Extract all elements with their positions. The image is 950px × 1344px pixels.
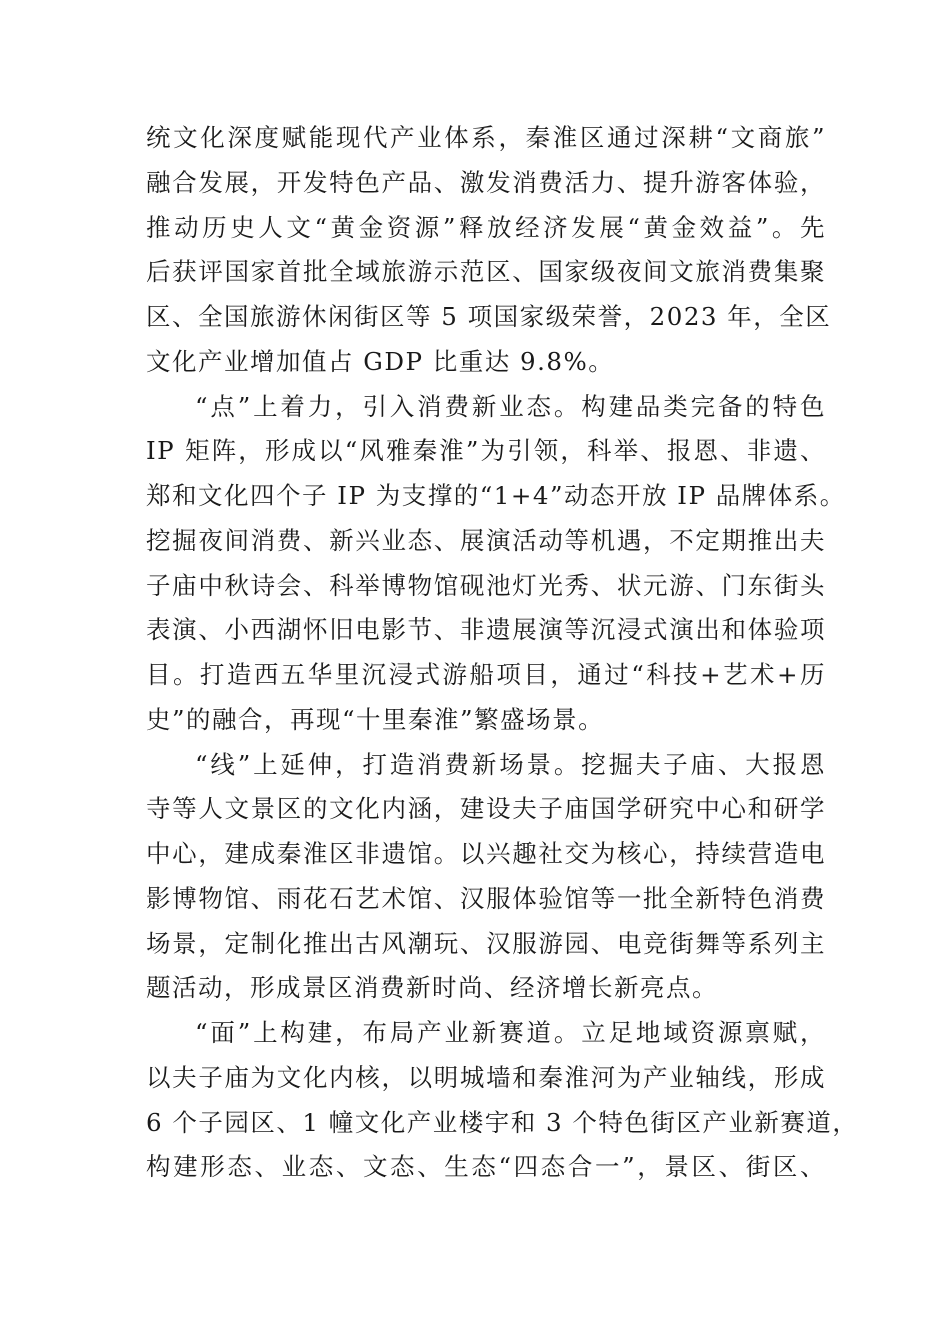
text-line: 题活动，形成景区消费新时尚、经济增长新亮点。 (146, 973, 718, 1003)
text-line: IP 矩阵，形成以“风雅秦淮”为引领，科举、报恩、非遗、 (146, 436, 826, 466)
text-line: 融合发展，开发特色产品、激发消费活力、提升游客体验， (146, 167, 826, 197)
text-line: 表演、小西湖怀旧电影节、非遗展演等沉浸式演出和体验项 (146, 615, 826, 645)
text-line: 文化产业增加值占 GDP 比重达 9.8%。 (146, 346, 615, 376)
text-line: 挖掘夜间消费、新兴业态、展演活动等机遇，不定期推出夫 (146, 525, 826, 555)
text-line: 统文化深度赋能现代产业体系，秦淮区通过深耕“文商旅” (146, 123, 826, 152)
text-line: 区、全国旅游休闲街区等 5 项国家级荣誉，2023 年，全区 (146, 302, 832, 331)
text-line: 后获评国家首批全域旅游示范区、国家级夜间文旅消费集聚 (146, 257, 826, 287)
text-line: 寺等人文景区的文化内涵，建设夫子庙国学研究中心和研学 (146, 794, 826, 824)
paragraph-heritage-empowerment (146, 116, 832, 385)
paragraph-surface-new-tracks (146, 1011, 859, 1190)
document-body (146, 116, 859, 1190)
text-line: 郑和文化四个子 IP 为支撑的“1+4”动态开放 IP 品牌体系。 (146, 481, 846, 510)
text-line: 构建形态、业态、文态、生态“四态合一”，景区、街区、 (146, 1152, 826, 1182)
text-line: “面”上构建，布局产业新赛道。立足地域资源禀赋， (195, 1018, 826, 1047)
text-line: 目。打造西五华里沉浸式游船项目，通过“科技+艺术+历 (146, 660, 826, 689)
text-line: 场景，定制化推出古风潮玩、汉服游园、电竞街舞等系列主 (146, 928, 826, 958)
text-line: “点”上着力，引入消费新业态。构建品类完备的特色 (195, 391, 826, 421)
text-line: “线”上延伸，打造消费新场景。挖掘夫子庙、大报恩 (195, 749, 826, 779)
text-line: 中心，建成秦淮区非遗馆。以兴趣社交为核心，持续营造电 (146, 839, 826, 868)
text-line: 子庙中秋诗会、科举博物馆砚池灯光秀、状元游、门东街头 (146, 570, 826, 600)
text-line: 史”的融合，再现“十里秦淮”繁盛场景。 (146, 704, 605, 734)
text-line: 推动历史人文“黄金资源”释放经济发展“黄金效益”。先 (146, 212, 826, 242)
text-line: 影博物馆、雨花石艺术馆、汉服体验馆等一批全新特色消费 (146, 883, 826, 913)
text-line: 以夫子庙为文化内核，以明城墙和秦淮河为产业轴线，形成 (146, 1062, 826, 1092)
text-line: 6 个子园区、1 幢文化产业楼宇和 3 个特色街区产业新赛道， (146, 1107, 859, 1137)
paragraph-point-new-formats (146, 385, 846, 743)
paragraph-line-new-scenes (146, 743, 826, 1012)
